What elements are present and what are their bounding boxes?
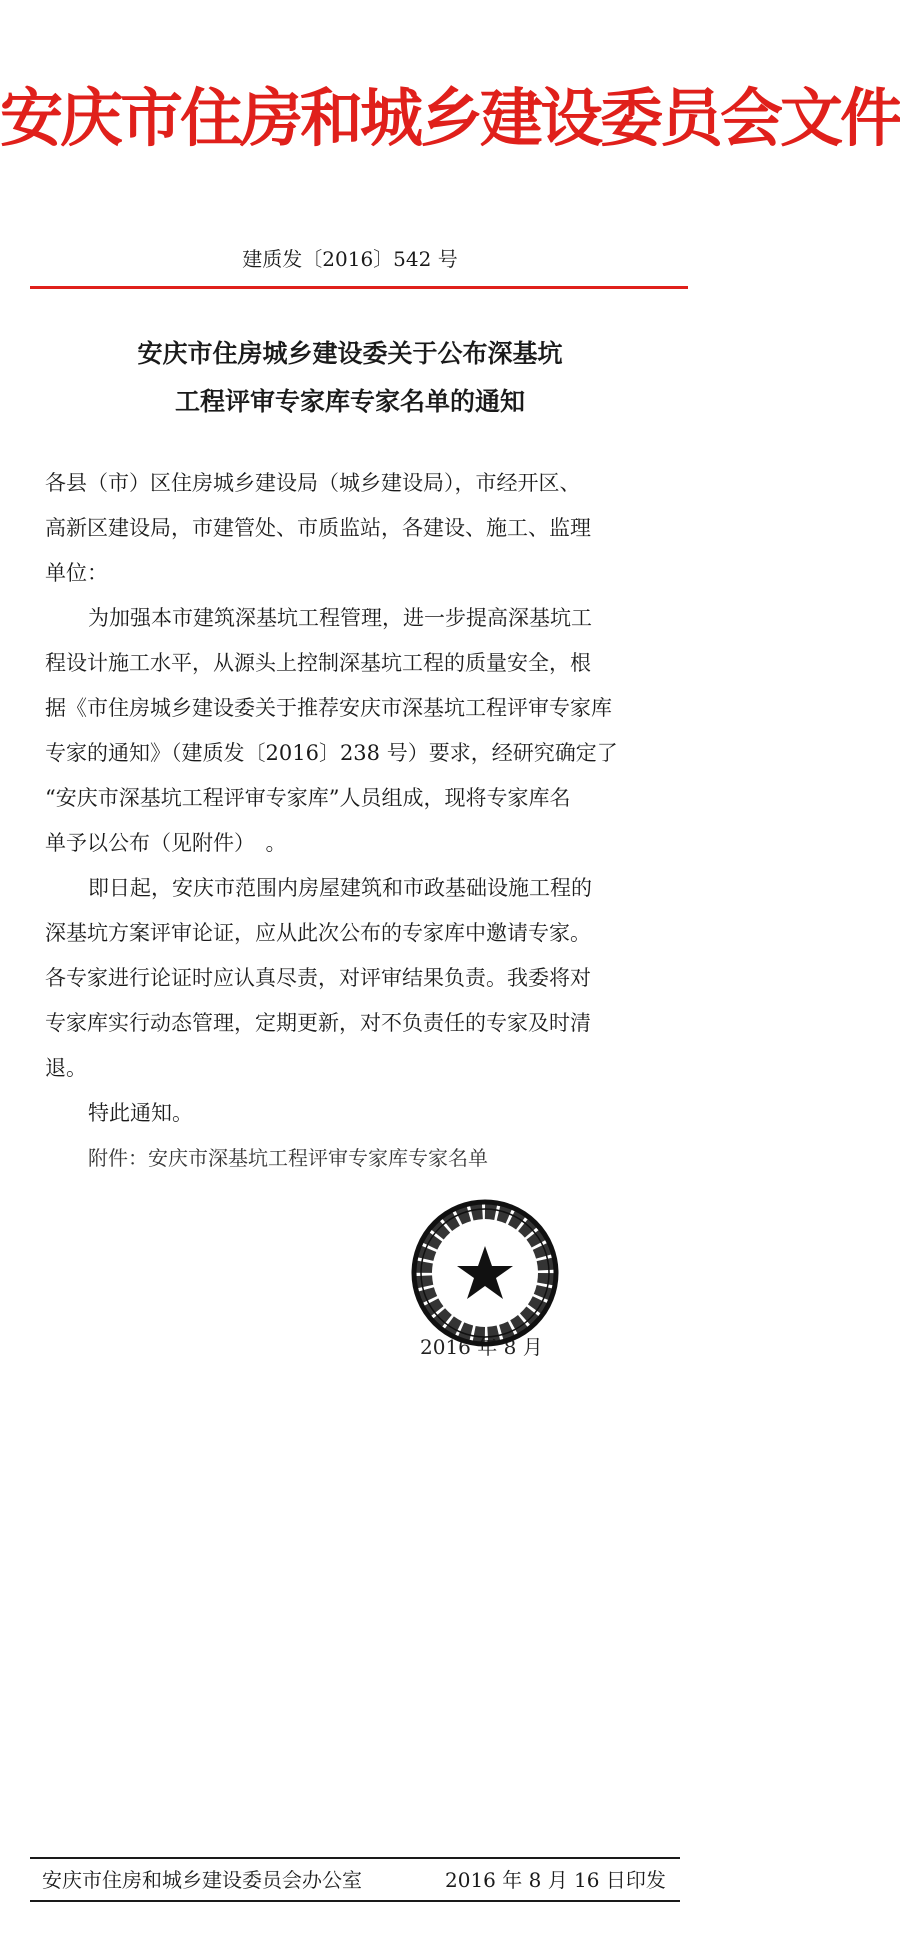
document-header-title: 安庆市住房和城乡建设委员会文件 — [0, 81, 900, 155]
issue-date-under-seal: 2016 年 8 月 — [420, 1335, 543, 1359]
body-line: 单予以公布（见附件） 。 — [45, 831, 287, 855]
footer-print-date: 2016 年 8 月 16 日印发 — [445, 1868, 666, 1892]
official-seal-stamp — [410, 1198, 560, 1348]
body-line: “安庆市深基坑工程评审专家库”人员组成，现将专家库名 — [45, 786, 571, 810]
header-red-divider — [30, 286, 688, 289]
document-number: 建质发〔2016〕542 号 — [242, 247, 458, 271]
body-line: 特此通知。 — [88, 1101, 193, 1125]
body-line: 据《市住房城乡建设委关于推荐安庆市深基坑工程评审专家库 — [45, 696, 612, 720]
body-line: 高新区建设局，市建管处、市质监站，各建设、施工、监理 — [45, 516, 591, 540]
notice-title-line-1: 安庆市住房城乡建设委关于公布深基坑 — [137, 339, 563, 368]
body-line: 各县（市）区住房城乡建设局（城乡建设局），市经开区、 — [45, 471, 581, 495]
body-line: 退。 — [45, 1056, 87, 1080]
body-line: 为加强本市建筑深基坑工程管理，进一步提高深基坑工 — [88, 606, 592, 630]
body-line: 专家库实行动态管理，定期更新，对不负责任的专家及时清 — [45, 1011, 591, 1035]
body-line: 程设计施工水平，从源头上控制深基坑工程的质量安全，根 — [45, 651, 591, 675]
body-line: 深基坑方案评审论证，应从此次公布的专家库中邀请专家。 — [45, 921, 591, 945]
footer-top-rule — [30, 1857, 680, 1859]
body-line: 即日起，安庆市范围内房屋建筑和市政基础设施工程的 — [88, 876, 592, 900]
body-line: 各专家进行论证时应认真尽责，对评审结果负责。我委将对 — [45, 966, 591, 990]
footer-issuer: 安庆市住房和城乡建设委员会办公室 — [42, 1868, 362, 1892]
footer-bottom-rule — [30, 1900, 680, 1902]
star-icon — [457, 1246, 513, 1299]
notice-title-line-2: 工程评审专家库专家名单的通知 — [174, 387, 525, 416]
body-line: 专家的通知》（建质发〔2016〕238 号）要求，经研究确定了 — [45, 741, 618, 765]
body-line: 单位： — [45, 561, 108, 585]
attachment-line: 附件：安庆市深基坑工程评审专家库专家名单 — [88, 1146, 488, 1170]
